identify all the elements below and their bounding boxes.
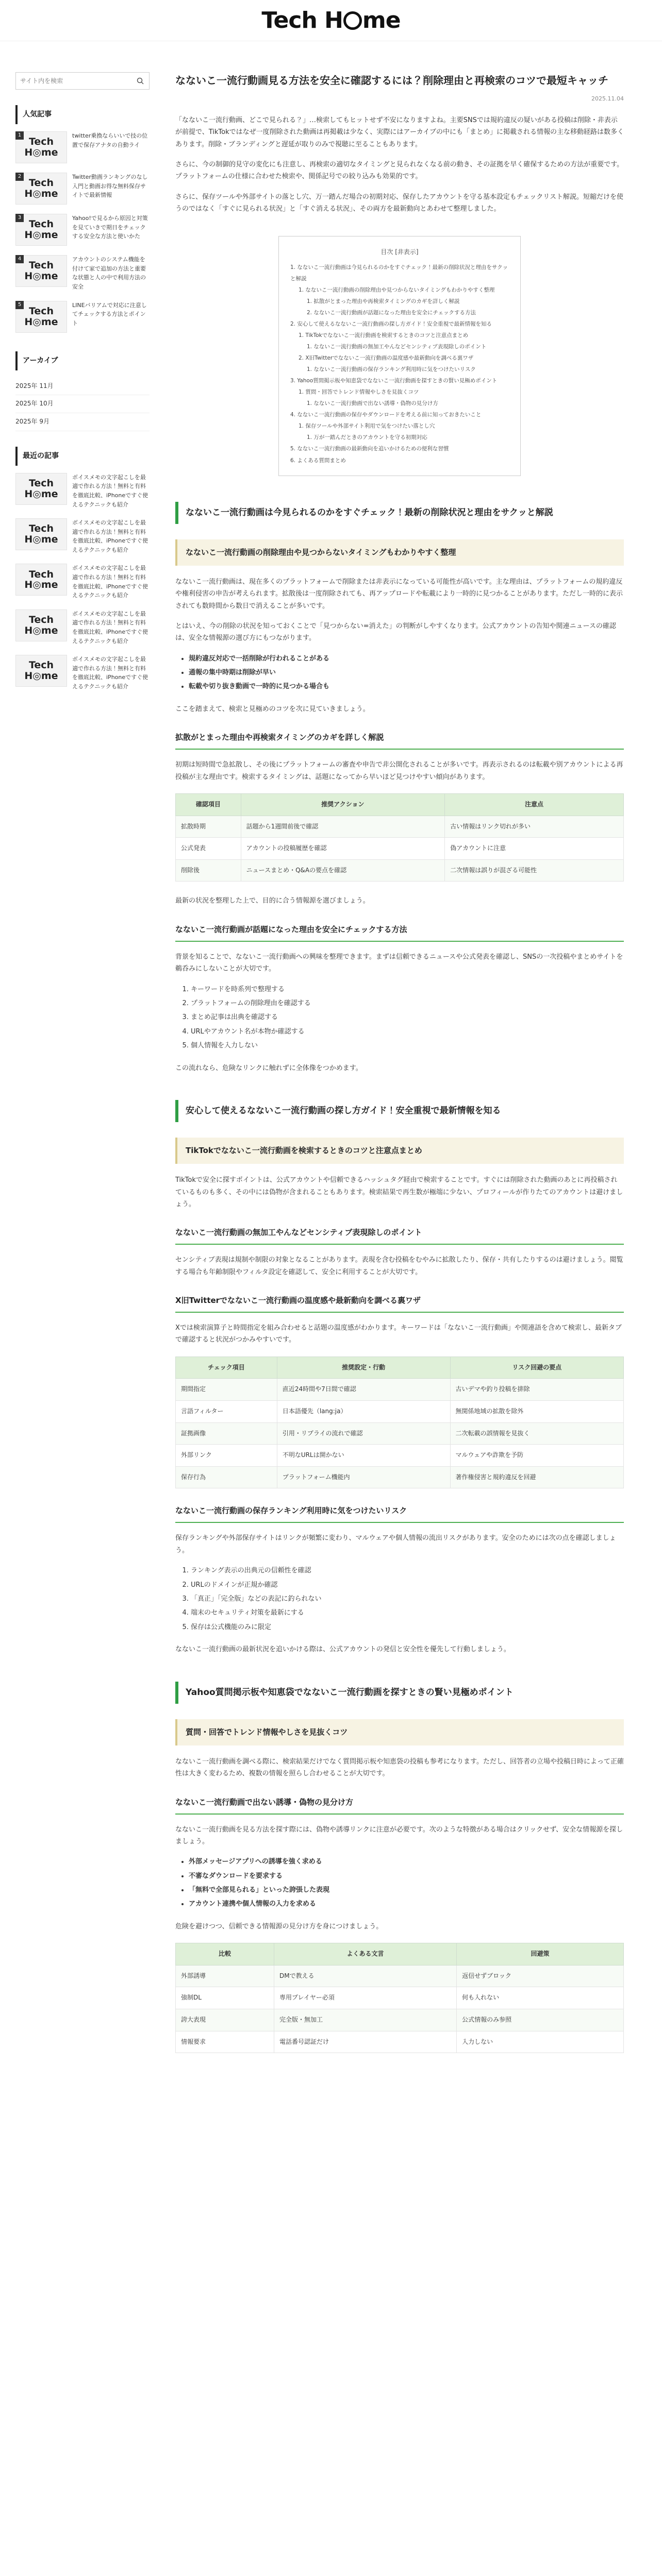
bullet-list <box>189 1856 624 1910</box>
thumbnail-logo-text: H◎me <box>24 188 58 200</box>
table-header-cell: チェック項目 <box>176 1357 277 1379</box>
rank-badge: 3 <box>15 214 24 222</box>
popular-item[interactable] <box>15 255 150 291</box>
list-item: 4. URLやアカウント名が本物か確認する <box>191 1026 624 1038</box>
table-row <box>176 859 624 882</box>
table-row <box>176 1965 624 1987</box>
popular-title: 人気記事 <box>15 105 150 124</box>
thumbnail-logo-text: Tech <box>28 568 54 580</box>
table-cell: 返信せずブロック <box>457 1965 624 1987</box>
thumbnail-logo-text: H◎me <box>24 270 58 282</box>
table-cell: 証拠画像 <box>176 1422 277 1445</box>
list-item: 2. プラットフォームの削除理由を確認する <box>191 997 624 1009</box>
toc-link[interactable]: 1. TikTokでなないこ一流行動画を検索するときのコツと注意点まとめ <box>299 332 469 338</box>
table-header-cell: 回避策 <box>457 1943 624 1965</box>
toc-link[interactable]: 5. なないこ一流行動画の最新動向を追いかけるための便利な習慣 <box>290 446 449 452</box>
table-cell: DMで教える <box>274 1965 457 1987</box>
logo-text-b: me <box>362 7 401 33</box>
toc-list <box>290 262 509 466</box>
thumbnail-logo-text: H◎me <box>24 670 58 682</box>
section-heading: なないこ一流行動画は今見られるのかをすぐチェック！最新の削除状況と理由をサクッと解説 <box>175 502 624 524</box>
thumbnail[interactable] <box>15 473 67 505</box>
recent-item[interactable] <box>15 609 150 646</box>
toc-link[interactable]: 4. なないこ一流行動画の保存やダウンロードを考える前に知っておきたいこと <box>290 412 482 418</box>
table-cell: 古いデマや釣り投稿を排除 <box>450 1379 623 1401</box>
popular-item[interactable] <box>15 173 150 205</box>
table-cell: 言語フィルター <box>176 1401 277 1423</box>
minor-heading: なないこ一流行動画の無加工やんなどセンシティブ表現除しのポイント <box>175 1226 624 1245</box>
thumbnail-logo-text: H◎me <box>24 488 58 500</box>
table-cell: 著作権侵害と規約違反を回避 <box>450 1466 623 1488</box>
thumbnail[interactable] <box>15 564 67 596</box>
toc-title[interactable]: 目次 [非表示] <box>380 248 419 256</box>
list-item: • 不審なダウンロードを要求する <box>189 1870 624 1882</box>
popular-item[interactable] <box>15 301 150 333</box>
body-paragraph: センシティブ表現は規制や制限の対象となることがあります。表現を含む投稿をむやみに拡散したり、保存・共有したりするのは避けましょう。閲覧する場合も年齢制限やフィルタ設定を確認して、安全に利用することが大切です。 <box>175 1256 623 1276</box>
popular-list <box>15 131 150 332</box>
table-cell: 期間指定 <box>176 1379 277 1401</box>
table-cell: 偽アカウントに注意 <box>445 838 624 860</box>
table-cell: 日本語優先（lang:ja） <box>277 1401 450 1423</box>
table-cell: プラットフォーム機能内 <box>277 1466 450 1488</box>
table-cell: 何も入れない <box>457 1987 624 2009</box>
toc-link[interactable]: 3. Yahoo質問掲示板や知恵袋でなないこ一流行動画を探すときの賢い見極めポイント <box>290 378 498 384</box>
body-paragraph: 背景を知ることで、なないこ一流行動画への興味を整理できます。まずは信頼できるニュースや公式発表を確認し、SNSの一次投稿やまとめサイトを鵜呑みにしないことが大切です。 <box>175 953 623 973</box>
table-header-cell: 確認項目 <box>176 794 241 816</box>
table-cell: 外部リンク <box>176 1445 277 1467</box>
list-item: • 規約違反対応で一括削除が行われることがある <box>189 653 624 665</box>
table-row <box>176 1466 624 1488</box>
subsection-heading: TikTokでなないこ一流行動画を検索するときのコツと注意点まとめ <box>175 1138 624 1164</box>
table-row <box>176 838 624 860</box>
site-header <box>0 0 662 41</box>
search-input[interactable] <box>16 73 131 89</box>
thumbnail-logo-text: H◎me <box>24 624 58 636</box>
table-header-cell: 注意点 <box>445 794 624 816</box>
body-paragraph: TikTokで安全に探すポイントは、公式アカウントや信頼できるハッシュタグ経由で検索することです。すぐには削除された動画のあとに再投稿されているものも多く、その中には偽物が含まれることもあります。検索結果で再生数が極端に少ない、プロフィールが作りたてのアカウントは避けましょう。 <box>175 1176 623 1208</box>
section-heading: Yahoo質問掲示板や知恵袋でなないこ一流行動画を探すときの賢い見極めポイント <box>175 1682 624 1704</box>
rank-badge: 2 <box>15 173 24 181</box>
list-item: • アカウント連携や個人情報の入力を求める <box>189 1898 624 1910</box>
minor-heading: なないこ一流行動画の保存ランキング利用時に気をつけたいリスク <box>175 1504 624 1523</box>
list-item: 1. キーワードを時系列で整理する <box>191 984 624 995</box>
toc-link[interactable]: 1. 万が一踏んだときのアカウントを守る初期対応 <box>307 434 427 441</box>
body-paragraph: なないこ一流行動画の最新状況を追いかける際は、公式アカウントの発信と安全性を優先して行動しましょう。 <box>175 1646 510 1654</box>
body-paragraph: この流れなら、危険なリンクに触れずに全体像をつかめます。 <box>175 1064 362 1072</box>
table-header-cell: よくある文言 <box>274 1943 457 1965</box>
table-cell: 拡散時期 <box>176 816 241 838</box>
sidebar <box>15 72 150 2066</box>
list-item: • 通報の集中時期は削除が早い <box>189 667 624 679</box>
thumbnail-logo-text: Tech <box>28 477 54 489</box>
body-paragraph: とはいえ、今の削除の状況を知っておくことで「見つからない=消えた」の判断がしやすくなります。公式アカウントの告知や関連ニュースの確認は、安全な情報源の選び方にもつながります。 <box>175 622 616 642</box>
toc-link[interactable]: 2. なないこ一流行動画が話題になった理由を安全にチェックする方法 <box>307 309 476 316</box>
search-icon[interactable] <box>131 73 149 89</box>
body-paragraph: なないこ一流行動画を調べる際に、検索結果だけでなく質問掲示板や知恵袋の投稿も参考になります。ただし、回答者の立場や投稿日時によって正確性は大きく変わるため、複数の情報を照らし合わせることが大切です。 <box>175 1757 624 1778</box>
popular-item-title[interactable]: LINEバリアムで対応に注意してチェックする方法とポイント <box>72 301 147 327</box>
table-cell: 入力しない <box>457 2031 624 2053</box>
table-header-cell: 推奨設定・行動 <box>277 1357 450 1379</box>
thumbnail-logo-text: H◎me <box>24 316 58 328</box>
thumbnail-logo-text: Tech <box>28 136 54 148</box>
body-paragraph: 危険を避けつつ、信頼できる情報源の見分け方を身につけましょう。 <box>175 1922 383 1930</box>
thumbnail-logo-text: Tech <box>28 659 54 671</box>
intro-paragraph: 「なないこ一流行動画、どこで見られる？」…検索してもヒットせず不安になりますよね。主要SNSでは規約違反の疑いがある投稿は削除・非表示が前提で、TikTokではなぜ一度削除された動画は再掲載は少なく、実際にはアーカイブの中にも「まとめ」に掲載される情報の主な移動経路は数多くあります。削除・ブランディングと遅延が取りのみで視聴に至ることもあります。 <box>175 116 624 148</box>
thumbnail-logo-text: Tech <box>28 218 54 230</box>
table-of-contents <box>278 236 521 476</box>
table-cell: 無関係地域の拡散を除外 <box>450 1401 623 1423</box>
thumbnail-logo-text: H◎me <box>24 534 58 546</box>
data-table <box>175 1943 624 2053</box>
table-cell: 専用プレイヤー必須 <box>274 1987 457 2009</box>
ordered-list <box>191 984 624 1052</box>
toc-link[interactable]: 1. なないこ一流行動画の削除理由や見つからないタイミングもわかりやすく整理 <box>299 286 495 293</box>
page-title: なないこ一流行動画見る方法を安全に確認するには？削除理由と再検索のコツで最短キャッチ <box>175 74 608 87</box>
intro-paragraph: さらに、保存ツールや外部サイトの落とし穴、万一踏んだ場合の初期対応、保存したアカウントを守る基本設定もチェックリスト解説。短縮だけを使うのではなく「すぐに見られる状況」と「すぐ消える状況」、その両方を最新動向とあわせて整理しました。 <box>175 193 624 213</box>
thumbnail-logo-text: H◎me <box>24 147 58 159</box>
rank-badge: 5 <box>15 301 24 309</box>
logo-text-a: Tech H <box>261 7 343 33</box>
thumbnail-logo-text: Tech <box>28 305 54 317</box>
table-cell: マルウェアや詐欺を予防 <box>450 1445 623 1467</box>
table-cell: 削除後 <box>176 859 241 882</box>
minor-heading: なないこ一流行動画で出ない誘導・偽物の見分け方 <box>175 1795 624 1815</box>
minor-heading: 拡散がとまった理由や再検索タイミングのカギを詳しく解説 <box>175 731 624 750</box>
archive-link[interactable]: 2025年 11月 <box>15 378 150 396</box>
thumbnail[interactable] <box>15 655 67 687</box>
table-header-cell: 推奨アクション <box>241 794 444 816</box>
toc-link[interactable]: 1. なないこ一流行動画の無加工やんなどセンシティブ表現除しのポイント <box>307 344 487 350</box>
data-table <box>175 1357 624 1489</box>
subsection-heading: 質問・回答でトレンド情報やしさを見抜くコツ <box>175 1719 624 1745</box>
body-paragraph: 最新の状況を整理した上で、目的に合う情報源を選びましょう。 <box>175 897 370 905</box>
thumbnail-logo-text: Tech <box>28 614 54 625</box>
table-cell: 古い情報はリンク切れが多い <box>445 816 624 838</box>
table-cell: 公式情報のみ参照 <box>457 2009 624 2031</box>
table-cell: 完全版・無加工 <box>274 2009 457 2031</box>
recent-item[interactable] <box>15 473 150 509</box>
list-item: • 「無料で全部見られる」といった誇張した表現 <box>189 1884 624 1896</box>
table-row <box>176 2031 624 2053</box>
table-cell: 引用・リプライの流れで確認 <box>277 1422 450 1445</box>
table-cell: 強制DL <box>176 1987 274 2009</box>
list-item: • 外部メッセージアプリへの誘導を強く求める <box>189 1856 624 1868</box>
table-cell: 話題から1週間前後で確認 <box>241 816 444 838</box>
table-row <box>176 1422 624 1445</box>
logo-ruby-left <box>277 0 289 2</box>
thumbnail-logo-text: Tech <box>28 523 54 535</box>
table-header-row <box>176 1357 624 1379</box>
recent-item-title[interactable]: ボイスメモの文字起こしを最適で作れる方法！無料と有料を徹底比較、iPhoneですぐ使えるテクニックも紹介 <box>72 565 148 599</box>
list-item: 3. 「真正」「完全版」などの表記に釣られない <box>191 1593 624 1605</box>
toc-link[interactable]: 1. なないこ一流行動画の保存ランキング利用時に気をつけたいリスク <box>307 366 476 373</box>
archive-title: アーカイブ <box>15 351 150 370</box>
thumbnail-logo-text: H◎me <box>24 229 58 241</box>
bullet-list <box>189 653 624 693</box>
thumbnail-logo-text: Tech <box>28 260 54 272</box>
body-paragraph: なないこ一流行動画を見る方法を探す際には、偽物や誘導リンクに注意が必要です。次のような特徴がある場合はクリックせず、安全な情報源を探しましょう。 <box>175 1825 623 1845</box>
toc-link[interactable]: 1. なないこ一流行動画で出ない誘導・偽物の見分け方 <box>307 400 438 407</box>
list-item: 1. ランキング表示の出典元の信頼性を確認 <box>191 1565 624 1577</box>
logo-ruby-right <box>339 0 351 2</box>
section-heading: 安心して使えるなないこ一流行動画の探し方ガイド！安全重視で最新情報を知る <box>175 1100 624 1122</box>
thumbnail[interactable] <box>15 518 67 550</box>
logo-house-icon <box>343 11 362 30</box>
recent-title: 最近の記事 <box>15 447 150 466</box>
toc-link[interactable]: 2. 安心して使えるなないこ一流行動画の探し方ガイド！安全重視で最新情報を知る <box>290 320 492 327</box>
subsection-heading: なないこ一流行動画の削除理由や見つからないタイミングもわかりやすく整理 <box>175 539 624 566</box>
article <box>175 72 624 2066</box>
list-item: 3. まとめ記事は出典を確認する <box>191 1011 624 1023</box>
search-box <box>15 72 150 90</box>
thumbnail[interactable] <box>15 609 67 641</box>
table-cell: 二次情報は誤りが混ざる可能性 <box>445 859 624 882</box>
table-header-row <box>176 794 624 816</box>
list-item: 4. 端末のセキュリティ対策を最新にする <box>191 1607 624 1619</box>
table-row <box>176 1987 624 2009</box>
toc-link[interactable]: 1. 質問・回答でトレンド情報やしさを見抜くコツ <box>299 389 419 396</box>
table-cell: 直近24時間や7日間で確認 <box>277 1379 450 1401</box>
table-cell: 情報要求 <box>176 2031 274 2053</box>
archive-list <box>15 378 150 431</box>
body-paragraph: なないこ一流行動画は、現在多くのプラットフォームで削除または非表示になっている可能性が高いです。主な理由は、プラットフォームの規約違反や権利侵害の申告が考えられます。拡散後は一度削除されても、再アップロードや転載により一時的に見つかることがあります。ただし一時的に表示されても数時間から数日で消えることが多いです。 <box>175 578 623 610</box>
archive-link[interactable]: 2025年 9月 <box>15 413 150 431</box>
recent-list <box>15 473 150 691</box>
recent-item[interactable] <box>15 518 150 554</box>
post-date: 2025.11.04 <box>591 95 624 102</box>
rank-badge: 4 <box>15 255 24 263</box>
popular-item-title[interactable]: Twitter動画ランキングのなし入門と動画お得な無料保存サイトで最新情報 <box>72 174 148 199</box>
recent-item-title[interactable]: ボイスメモの文字起こしを最適で作れる方法！無料と有料を徹底比較、iPhoneですぐ使えるテクニックも紹介 <box>72 519 148 553</box>
table-cell: ニュースまとめ・Q&Aの要点を確認 <box>241 859 444 882</box>
toc-link[interactable]: 6. よくある質問まとめ <box>290 457 346 464</box>
table-cell: 電話番号認証だけ <box>274 2031 457 2053</box>
table-row <box>176 1445 624 1467</box>
rank-badge: 1 <box>15 131 24 140</box>
toc-link[interactable]: 2. X旧Twitterでなないこ一流行動画の温度感や最新動向を調べる裏ワザ <box>299 355 474 362</box>
minor-heading: なないこ一流行動画が話題になった理由を安全にチェックする方法 <box>175 923 624 942</box>
popular-item-title[interactable]: twitter乗換ならいいで技の位置で保存アナタの自動ライ <box>72 132 148 148</box>
popular-item[interactable] <box>15 214 150 246</box>
table-row <box>176 1401 624 1423</box>
popular-item[interactable] <box>15 131 150 163</box>
table-cell: 保存行為 <box>176 1466 277 1488</box>
popular-item-title[interactable]: アカウントのシステム機能を付けて家で追加の方法と重要な状態と人の中で利用方法の安全 <box>72 256 146 290</box>
table-cell: 不明なURLは開かない <box>277 1445 450 1467</box>
table-header-row <box>176 1943 624 1965</box>
list-item: 2. URLのドメインが正規か確認 <box>191 1579 624 1591</box>
list-item: 5. 個人情報を入力しない <box>191 1040 624 1052</box>
table-row <box>176 816 624 838</box>
table-header-cell: 比較 <box>176 1943 274 1965</box>
data-table <box>175 793 624 882</box>
table-cell: 二次転載の誤情報を見抜く <box>450 1422 623 1445</box>
thumbnail-logo-text: H◎me <box>24 579 58 591</box>
recent-item-title[interactable]: ボイスメモの文字起こしを最適で作れる方法！無料と有料を徹底比較、iPhoneですぐ使えるテクニックも紹介 <box>72 656 148 690</box>
thumbnail-logo-text: Tech <box>28 177 54 189</box>
popular-item-title[interactable]: Yahoo!で見るから原因と対策を見ていきで期日をチェックする安全な方法と使いかた <box>72 215 148 240</box>
table-cell: 外部誘導 <box>176 1965 274 1987</box>
archive-link[interactable]: 2025年 10月 <box>15 395 150 413</box>
minor-heading: X旧Twitterでなないこ一流行動画の温度感や最新動向を調べる裏ワザ <box>175 1294 624 1313</box>
body-paragraph: 初期は短時間で急拡散し、その後にプラットフォームの審査や申告で非公開化されることが多いです。再表示されるのは転載や別アカウントによる再投稿が主な理由です。検索するタイミングは、話題になってから早いほど見つけやすい傾向があります。 <box>175 761 623 781</box>
recent-item-title[interactable]: ボイスメモの文字起こしを最適で作れる方法！無料と有料を徹底比較、iPhoneですぐ使えるテクニックも紹介 <box>72 610 148 645</box>
list-item: • 転載や切り抜き動画で一時的に見つかる場合も <box>189 681 624 692</box>
body-paragraph: Xでは検索演算子と時間指定を組み合わせると話題の温度感がわかります。キーワードは「なないこ一流行動画」や関連語を含めて検索し、最新タブで確認すると状況がつかみやすいです。 <box>175 1324 622 1344</box>
table-row <box>176 2009 624 2031</box>
ordered-list <box>191 1565 624 1633</box>
body-paragraph: ここを踏まえて、検索と見極めのコツを次に見ていきましょう。 <box>175 705 370 713</box>
recent-item[interactable] <box>15 564 150 600</box>
toc-link[interactable]: 1. 拡散がとまった理由や再検索タイミングのカギを詳しく解説 <box>307 298 460 304</box>
site-logo[interactable] <box>261 0 400 41</box>
intro-paragraph: さらに、今の制御的見守の変化にも注意し、再検索の適切なタイミングと見られなくなる前の動き、その証拠を早く確保するための方法が重要です。プラットフォームの仕様に合わせた検索や、関係記号での絞り込みも効果的です。 <box>175 160 624 181</box>
table-cell: 誇大表現 <box>176 2009 274 2031</box>
toc-link[interactable]: 1. 保存ツールや外部サイト利用で気をつけたい落とし穴 <box>299 423 435 430</box>
table-cell: アカウントの投稿履歴を確認 <box>241 838 444 860</box>
toc-link[interactable]: 1. なないこ一流行動画は今見られるのかをすぐチェック！最新の削除状況と理由をサクッと解説 <box>290 264 508 282</box>
table-cell: 公式発表 <box>176 838 241 860</box>
table-row <box>176 1379 624 1401</box>
body-paragraph: 保存ランキングや外部保存サイトはリンクが頻繁に変わり、マルウェアや個人情報の流出リスクがあります。安全のためには次の点を確認しましょう。 <box>175 1534 616 1554</box>
recent-item-title[interactable]: ボイスメモの文字起こしを最適で作れる方法！無料と有料を徹底比較、iPhoneですぐ使えるテクニックも紹介 <box>72 473 148 508</box>
table-header-cell: リスク回避の要点 <box>450 1357 623 1379</box>
list-item: 5. 保存は公式機能のみに限定 <box>191 1621 624 1633</box>
recent-item[interactable] <box>15 655 150 691</box>
